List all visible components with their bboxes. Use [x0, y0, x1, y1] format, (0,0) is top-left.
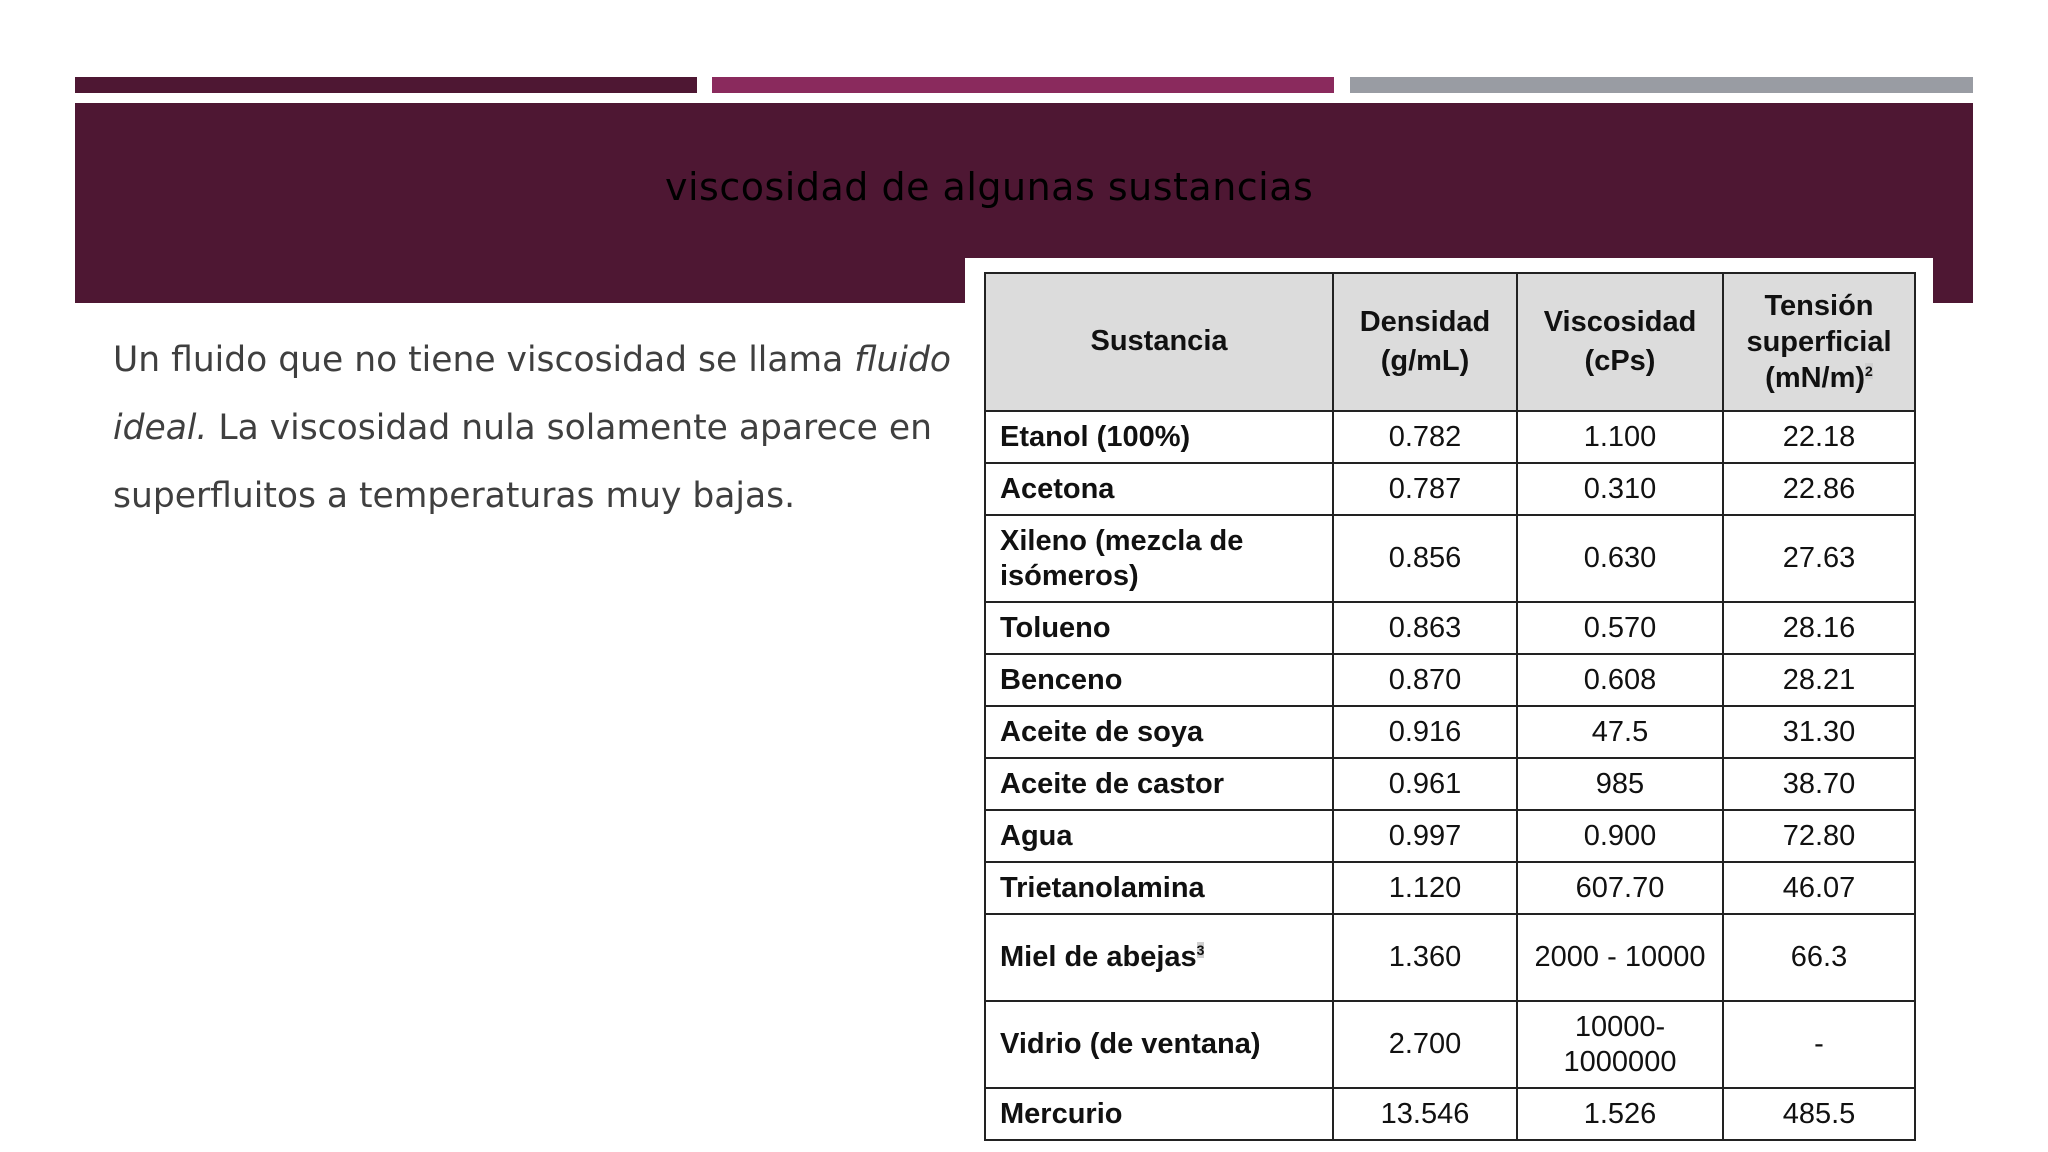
cell-viscosidad: 0.608: [1517, 654, 1723, 706]
table-row: [985, 515, 1915, 602]
cell-sustancia: Xileno (mezcla de isómeros): [985, 515, 1333, 602]
table-header-row: [985, 273, 1915, 411]
cell-densidad: 0.787: [1333, 463, 1517, 515]
cell-densidad: 0.961: [1333, 758, 1517, 810]
cell-sustancia: Vidrio (de ventana): [985, 1001, 1333, 1088]
cell-tension: -: [1723, 1001, 1915, 1088]
header-tension-label-1: Tensión: [1764, 289, 1874, 322]
body-paragraph: [113, 326, 953, 530]
accent-bar-2: [712, 77, 1334, 93]
cell-viscosidad: 985: [1517, 758, 1723, 810]
body-emphasis: fluido ideal.: [113, 340, 951, 448]
table-body: [985, 411, 1915, 1140]
cell-sustancia: Trietanolamina: [985, 862, 1333, 914]
cell-viscosidad: 1.526: [1517, 1088, 1723, 1140]
cell-viscosidad: 10000-1000000: [1517, 1001, 1723, 1088]
table-row: [985, 862, 1915, 914]
header-viscosidad: [1517, 273, 1723, 411]
cell-densidad: 2.700: [1333, 1001, 1517, 1088]
cell-densidad: 0.997: [1333, 810, 1517, 862]
accent-bar-3: [1350, 77, 1973, 93]
header-viscosidad-unit: (cPs): [1584, 345, 1656, 377]
cell-viscosidad: 0.630: [1517, 515, 1723, 602]
table-row: [985, 654, 1915, 706]
cell-tension: 22.18: [1723, 411, 1915, 463]
header-tension-unit: (mN/m): [1765, 362, 1866, 395]
table-row: [985, 411, 1915, 463]
header-densidad: [1333, 273, 1517, 411]
cell-viscosidad: 47.5: [1517, 706, 1723, 758]
accent-bar-1: [75, 77, 697, 93]
cell-sustancia: Agua: [985, 810, 1333, 862]
table-row: [985, 706, 1915, 758]
cell-viscosidad: 0.570: [1517, 602, 1723, 654]
cell-tension: 38.70: [1723, 758, 1915, 810]
cell-densidad: 1.120: [1333, 862, 1517, 914]
header-viscosidad-label: Viscosidad: [1543, 305, 1697, 338]
header-tension: [1723, 273, 1915, 411]
substances-table: [984, 272, 1916, 1141]
header-densidad-unit: (g/mL): [1380, 345, 1470, 377]
cell-sustancia: Acetona: [985, 463, 1333, 515]
table-row: [985, 810, 1915, 862]
body-text-1: Un fluido que no tiene viscosidad se llama: [113, 340, 855, 380]
cell-tension: 485.5: [1723, 1088, 1915, 1140]
header-densidad-label: Densidad: [1359, 305, 1491, 338]
cell-densidad: 0.863: [1333, 602, 1517, 654]
cell-densidad: 0.916: [1333, 706, 1517, 758]
cell-sustancia: Miel de abejas$^3$: [985, 914, 1333, 1001]
table-row: [985, 758, 1915, 810]
table-row: [985, 1001, 1915, 1088]
table-row: [985, 602, 1915, 654]
cell-tension: 27.63: [1723, 515, 1915, 602]
table-row: [985, 463, 1915, 515]
cell-sustancia: Aceite de soya: [985, 706, 1333, 758]
cell-densidad: 0.870: [1333, 654, 1517, 706]
table-row: [985, 914, 1915, 1001]
cell-densidad: 0.856: [1333, 515, 1517, 602]
table-row: [985, 1088, 1915, 1140]
footnote-marker: 3: [1196, 942, 1205, 959]
cell-tension: 46.07: [1723, 862, 1915, 914]
cell-sustancia: Etanol (100%): [985, 411, 1333, 463]
cell-viscosidad: 607.70: [1517, 862, 1723, 914]
cell-tension: 66.3: [1723, 914, 1915, 1001]
cell-densidad: 13.546: [1333, 1088, 1517, 1140]
cell-viscosidad: 1.100: [1517, 411, 1723, 463]
cell-densidad: 1.360: [1333, 914, 1517, 1001]
cell-tension: 22.86: [1723, 463, 1915, 515]
body-text-2: La viscosidad nula solamente aparece en superfluitos a temperaturas muy bajas.: [113, 408, 932, 516]
cell-sustancia: Aceite de castor: [985, 758, 1333, 810]
cell-tension: 28.16: [1723, 602, 1915, 654]
cell-tension: 31.30: [1723, 706, 1915, 758]
slide-title: viscosidad de algunas sustancias: [665, 165, 1314, 209]
cell-densidad: 0.782: [1333, 411, 1517, 463]
header-tension-note: 2: [1865, 363, 1873, 380]
cell-tension: 72.80: [1723, 810, 1915, 862]
cell-tension: 28.21: [1723, 654, 1915, 706]
cell-viscosidad: 2000 - 10000: [1517, 914, 1723, 1001]
cell-sustancia: Benceno: [985, 654, 1333, 706]
cell-viscosidad: 0.310: [1517, 463, 1723, 515]
table-panel: [965, 258, 1933, 1152]
cell-sustancia: Tolueno: [985, 602, 1333, 654]
cell-sustancia: Mercurio: [985, 1088, 1333, 1140]
header-sustancia: Sustancia: [985, 273, 1333, 411]
header-tension-label-2: superficial: [1746, 325, 1892, 358]
cell-viscosidad: 0.900: [1517, 810, 1723, 862]
